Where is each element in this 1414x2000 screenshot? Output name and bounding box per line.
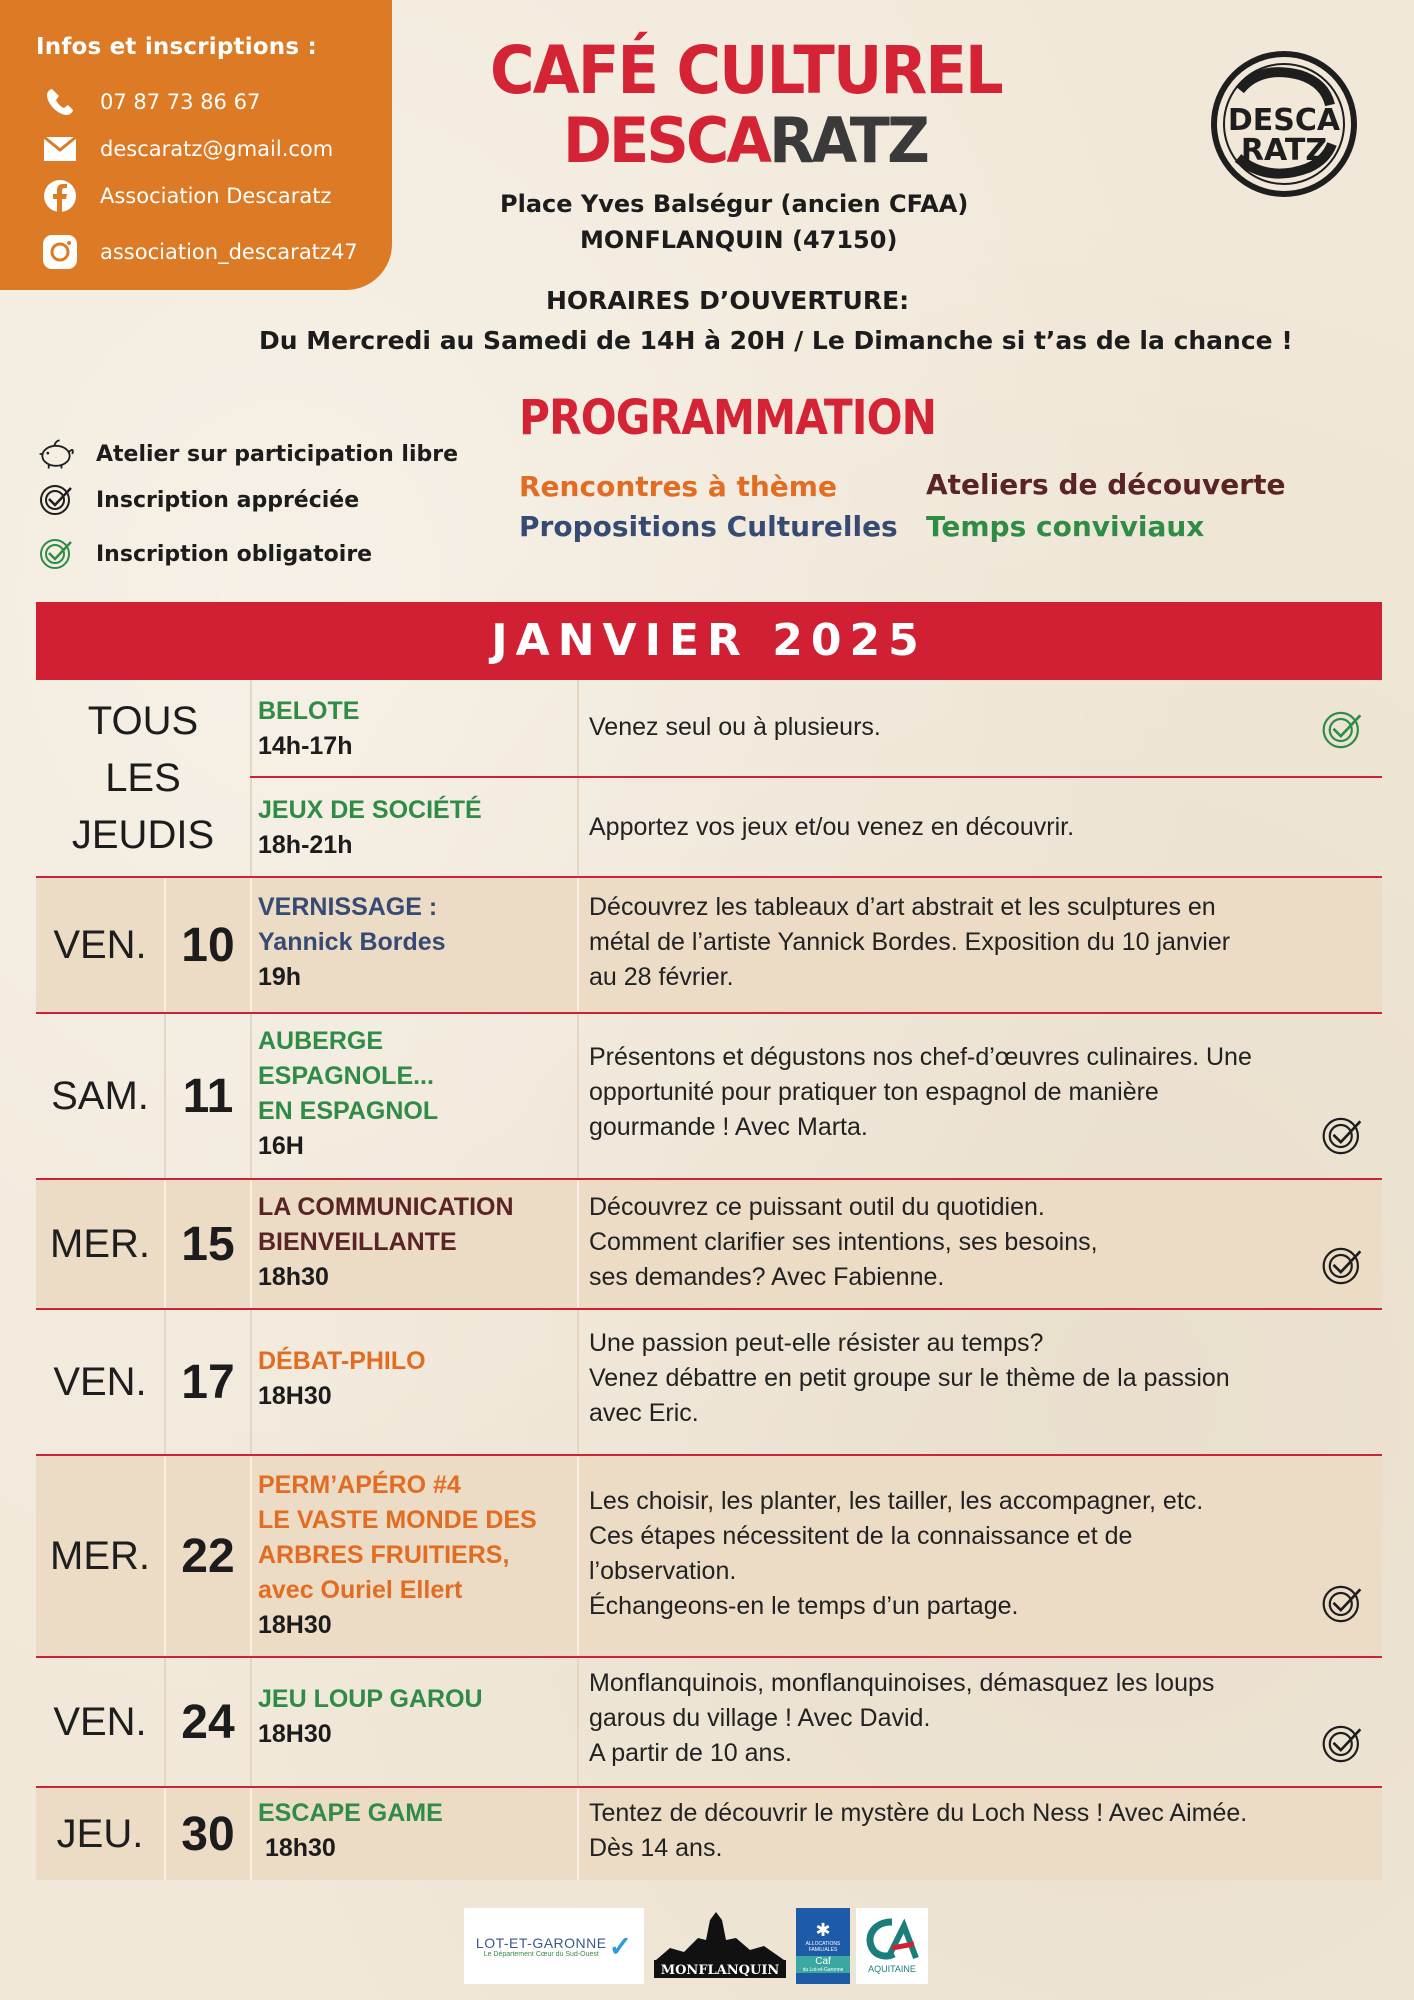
contact-phone[interactable] xyxy=(40,82,260,122)
descaratz-logo xyxy=(1210,50,1358,198)
event-belote xyxy=(258,694,588,764)
event-description xyxy=(589,1326,1379,1431)
desc-line: Découvrez ce puissant outil du quotidien. xyxy=(589,1193,1045,1221)
sponsor-name: Caf xyxy=(796,1956,850,1967)
table-row xyxy=(36,1180,1382,1310)
table-row xyxy=(36,1658,1382,1788)
facebook-icon xyxy=(40,176,80,216)
event-description: Apportez vos jeux et/ou venez en découvrir. xyxy=(589,813,1075,841)
legend-label: Atelier sur participation libre xyxy=(96,441,459,467)
event-title: PERM’APÉRO #4 xyxy=(258,1471,461,1499)
desc-line: Présentons et dégustons nos chef-d’œuvres culinaires. Une xyxy=(589,1043,1252,1071)
address-line-1: Place Yves Balségur (ancien CFAA) xyxy=(500,190,969,218)
phone-icon xyxy=(40,82,80,122)
legend-item-appreciated xyxy=(36,480,359,520)
event-date: 15 xyxy=(181,1217,235,1271)
sponsor-lot-et-garonne xyxy=(464,1908,644,1984)
event-description xyxy=(589,890,1379,995)
cafe-title: CAFÉ CULTUREL xyxy=(490,32,1002,109)
logo-text-2: RATZ xyxy=(1240,133,1328,168)
event-title: avec Ouriel Ellert xyxy=(258,1576,463,1604)
contact-instagram[interactable] xyxy=(40,232,358,272)
legend-label: Inscription appréciée xyxy=(96,487,360,513)
sponsor-monflanquin xyxy=(650,1908,790,1984)
event-title: ESPAGNOLE... xyxy=(258,1062,434,1090)
instagram-handle: association_descaratz47 xyxy=(100,240,358,264)
desc-line: Ces étapes nécessitent de la connaissance et de xyxy=(589,1522,1133,1550)
event-description xyxy=(589,1666,1379,1771)
sponsor-label: ALLOCATIONS FAMILIALES xyxy=(805,1940,841,1953)
table-row xyxy=(36,878,1382,1014)
sponsor-subtitle: AQUITAINE xyxy=(868,1964,916,1974)
desc-line: A partir de 10 ans. xyxy=(589,1739,792,1767)
facebook-name: Association Descaratz xyxy=(100,184,332,208)
event-time: 18H30 xyxy=(258,1382,332,1410)
recurring-label-line: TOUS xyxy=(87,698,199,743)
desc-line: Échangeons-en le temps d’un partage. xyxy=(589,1592,1019,1620)
sponsor-subtitle: Le Département Cœur du Sud-Ouest xyxy=(483,1950,599,1958)
desc-line: Une passion peut-elle résister au temps? xyxy=(589,1329,1044,1357)
sponsor-subtitle: du Lot-et-Garonne xyxy=(796,1967,850,1973)
event-title: ARBRES FRUITIERS, xyxy=(258,1541,510,1569)
desc-line: Comment clarifier ses intentions, ses besoins, xyxy=(589,1228,1098,1256)
legend-label: Inscription obligatoire xyxy=(96,541,373,567)
month-banner: JANVIER 2025 xyxy=(36,602,1382,680)
event-time: 19h xyxy=(258,963,302,991)
event-title: BELOTE xyxy=(258,697,360,725)
recurring-label xyxy=(36,680,250,876)
event-description: Venez seul ou à plusieurs. xyxy=(589,713,881,741)
event-title: LE VASTE MONDE DES xyxy=(258,1506,537,1534)
event-day: VEN. xyxy=(53,1699,147,1744)
check-circle-dark-icon xyxy=(1320,1722,1364,1766)
sponsor-caf xyxy=(796,1908,850,1984)
event-debat-philo xyxy=(258,1344,588,1414)
event-time: 18h30 xyxy=(258,1263,329,1291)
event-date: 22 xyxy=(181,1529,235,1583)
event-date: 11 xyxy=(182,1069,234,1123)
event-time: 18H30 xyxy=(258,1611,332,1639)
table-row xyxy=(36,1310,1382,1456)
contact-email[interactable] xyxy=(40,129,333,169)
email-address: descaratz@gmail.com xyxy=(100,137,334,161)
recurring-label-line: LES xyxy=(105,755,181,800)
desc-line: garous du village ! Avec David. xyxy=(589,1704,931,1732)
credit-agricole-logo-icon xyxy=(862,1918,922,1964)
desc-line: Dès 14 ans. xyxy=(589,1834,723,1862)
desc-line: au 28 février. xyxy=(589,963,734,991)
desc-line: avec Eric. xyxy=(589,1399,699,1427)
event-day: VEN. xyxy=(53,922,147,967)
table-row-recurring xyxy=(36,680,1382,878)
desc-line: Découvrez les tableaux d’art abstrait et les sculptures en xyxy=(589,893,1216,921)
event-description xyxy=(589,1796,1379,1866)
event-date: 24 xyxy=(181,1695,235,1749)
address-line-2: MONFLANQUIN (47150) xyxy=(580,226,898,254)
table-row xyxy=(36,1788,1382,1880)
event-title: LA COMMUNICATION xyxy=(258,1193,514,1221)
event-title: JEUX DE SOCIÉTÉ xyxy=(258,796,482,824)
desc-line: Monflanquinois, monflanquinoises, démasquez les loups xyxy=(589,1669,1215,1697)
event-title: VERNISSAGE : xyxy=(258,893,438,921)
event-date: 30 xyxy=(181,1807,235,1861)
event-title: AUBERGE xyxy=(258,1027,384,1055)
desc-line: Tentez de découvrir le mystère du Loch Ness ! Avec Aimée. xyxy=(589,1799,1248,1827)
event-title: EN ESPAGNOL xyxy=(258,1097,439,1125)
desc-line: Venez débattre en petit groupe sur le thème de la passion xyxy=(589,1364,1230,1392)
event-time: 18h-21h xyxy=(258,831,353,859)
check-circle-dark-icon xyxy=(1320,1244,1364,1288)
desc-line: gourmande ! Avec Marta. xyxy=(589,1113,868,1141)
event-title: Yannick Bordes xyxy=(258,928,446,956)
mail-icon xyxy=(40,129,80,169)
sponsor-credit-agricole xyxy=(856,1908,928,1984)
event-perm-apero xyxy=(258,1468,588,1643)
desc-line: Les choisir, les planter, les tailler, les accompagner, etc. xyxy=(589,1487,1204,1515)
event-date: 10 xyxy=(181,918,235,972)
desc-line: ses demandes? Avec Fabienne. xyxy=(589,1263,945,1291)
event-date: 17 xyxy=(181,1355,235,1409)
title-part-dark: RATZ xyxy=(769,104,927,177)
desc-line: opportunité pour pratiquer ton espagnol de manière xyxy=(589,1078,1159,1106)
recurring-label-line: JEUDIS xyxy=(71,812,215,857)
event-time: 14h-17h xyxy=(258,732,353,760)
event-loup-garou xyxy=(258,1682,588,1752)
programmation-title: PROGRAMMATION xyxy=(519,390,937,446)
check-circle-green-icon xyxy=(1320,708,1364,752)
event-day: MER. xyxy=(50,1533,150,1578)
caf-star-icon: ✱ xyxy=(815,1919,831,1940)
piggy-bank-icon xyxy=(36,434,76,474)
checkmark-logo-icon: ✓ xyxy=(608,1930,633,1962)
event-day: MER. xyxy=(50,1221,150,1266)
hours-text: Du Mercredi au Samedi de 14H à 20H / Le Dimanche si t’as de la chance ! xyxy=(259,326,1293,355)
event-time: 16H xyxy=(258,1132,304,1160)
event-communication xyxy=(258,1190,588,1295)
event-day: SAM. xyxy=(51,1073,149,1118)
event-day: JEU. xyxy=(56,1811,144,1856)
legend-item-mandatory xyxy=(36,534,372,574)
logo-text-1: DESCA xyxy=(1227,103,1341,138)
category-temps-conviviaux: Temps conviviaux xyxy=(926,510,1205,543)
hours-title: HORAIRES D’OUVERTURE: xyxy=(546,286,910,315)
table-row xyxy=(36,1014,1382,1180)
event-auberge-espagnole xyxy=(258,1024,588,1164)
title-part-red: DESCA xyxy=(563,104,770,177)
category-rencontres: Rencontres à thème xyxy=(519,470,837,503)
category-ateliers: Ateliers de découverte xyxy=(926,468,1286,501)
descaratz-title xyxy=(563,104,927,177)
sponsor-name: MONFLANQUIN xyxy=(660,1963,780,1978)
event-title: BIENVEILLANTE xyxy=(258,1228,457,1256)
event-title: ESCAPE GAME xyxy=(258,1799,443,1827)
contact-facebook[interactable] xyxy=(40,176,331,216)
event-title: DÉBAT-PHILO xyxy=(258,1347,426,1375)
contact-box xyxy=(0,0,392,290)
legend-item-participation xyxy=(36,434,458,474)
sponsor-name: LOT-ET-GARONNE xyxy=(475,1934,607,1951)
check-circle-dark-icon xyxy=(1320,1114,1364,1158)
event-day: VEN. xyxy=(53,1359,147,1404)
instagram-icon xyxy=(40,232,80,272)
event-escape-game xyxy=(258,1796,588,1866)
category-propositions: Propositions Culturelles xyxy=(519,510,898,543)
desc-line: métal de l’artiste Yannick Bordes. Exposition du 10 janvier xyxy=(589,928,1231,956)
event-description xyxy=(589,1040,1379,1145)
contact-title: Infos et inscriptions : xyxy=(36,34,317,60)
check-circle-green-icon xyxy=(36,534,76,574)
event-title: JEU LOUP GAROU xyxy=(258,1685,483,1713)
event-time: 18h30 xyxy=(258,1834,336,1862)
event-time: 18H30 xyxy=(258,1720,332,1748)
event-vernissage xyxy=(258,890,588,995)
check-circle-dark-icon xyxy=(1320,1582,1364,1626)
phone-number: 07 87 73 86 67 xyxy=(100,90,261,114)
desc-line: l’observation. xyxy=(589,1557,737,1585)
event-jeux-de-societe xyxy=(258,793,588,863)
event-description xyxy=(589,1484,1379,1624)
event-description xyxy=(589,1190,1379,1295)
table-row xyxy=(36,1456,1382,1658)
check-circle-dark-icon xyxy=(36,480,76,520)
